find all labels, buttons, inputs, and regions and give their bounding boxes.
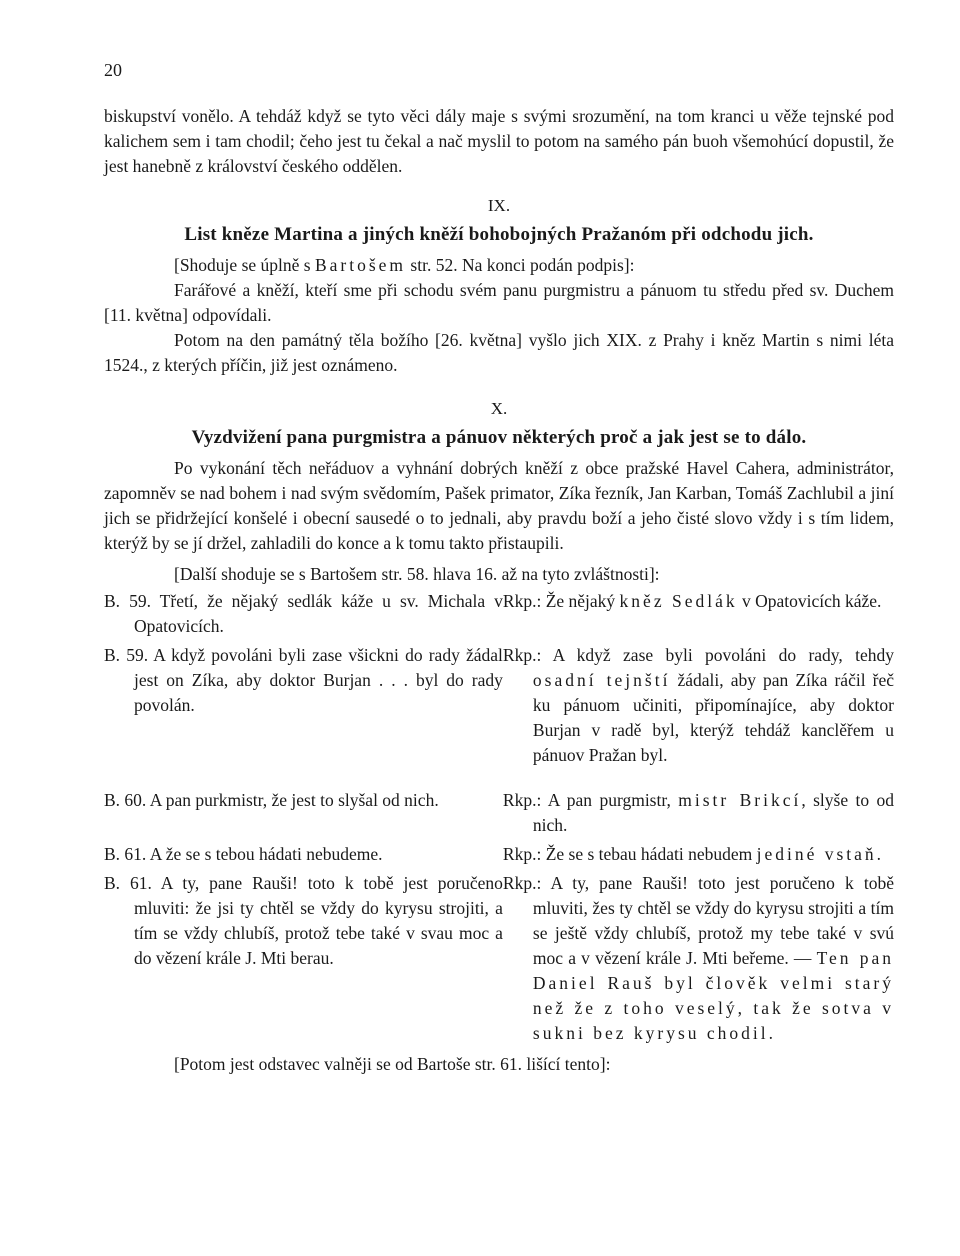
manuscript-entry	[503, 589, 894, 639]
page-number: 20	[104, 60, 122, 80]
page-body	[104, 104, 894, 1077]
manuscript-text: Rkp.: A pan purgmistr,	[502, 790, 679, 810]
manuscript-entry	[503, 643, 894, 768]
comparison-row	[104, 842, 894, 867]
bartos-entry: B. 59. A když povoláni byli zase všickni do rady žádal jest on Zíka, aby doktor Burjan . . . byl do rady povolán.	[104, 645, 503, 715]
section-ix-paragraph-1: Farářové a kněží, kteří sme při schodu svém panu purgmistru a pánuom tu středu před sv. Duchem [11. května] odpovídali.	[104, 280, 894, 325]
manuscript-text: Rkp.: A když zase byli povoláni do rady, tehdy	[502, 645, 894, 665]
section-ix-note	[104, 253, 894, 278]
note-text-end: str. 52. Na konci podán podpis]:	[406, 255, 635, 275]
manuscript-text-end: .	[768, 1023, 773, 1043]
bartos-entry: B. 59. Třetí, že nějaký sedlák káže u sv. Michala v Opatovicích.	[104, 591, 503, 636]
manuscript-text-end: v Opatovicích káže.	[737, 591, 882, 611]
comparison-row	[104, 643, 894, 768]
manuscript-spaced-text: osadní tejnští	[532, 670, 671, 690]
section-x-numeral: X.	[490, 399, 508, 418]
section-x-title: Vyzdvižení pana purgmistra a pánuov některých proč a jak jest se to dálo.	[191, 427, 807, 448]
manuscript-spaced-text: kněz Sedlák	[619, 591, 738, 611]
manuscript-entry	[503, 871, 894, 1046]
note-text-start: [Shoduje se úplně s	[174, 255, 315, 275]
manuscript-text-end: žádali, aby pan Zíka ráčil řeč ku pánuom učiniti, připomínajíce, aby doktor Burjan v radě byl, kterýž tehdáž kanclěřem u pánuov Pražan byl.	[532, 670, 894, 765]
manuscript-spaced-text: jediné vstaň	[756, 844, 877, 864]
manuscript-text-end: , slyše to od nich.	[532, 790, 895, 835]
section-ix-paragraph-2: Potom na den památný těla božího [26. května] vyšlo jich XIX. z Prahy i kněz Martin s nimi léta 1524., z kterých příčin, již jest oznámeno.	[104, 330, 894, 375]
bartos-entry: B. 61. A ty, pane Rauši! toto k tobě jest poručeno mluviti: že jsi ty chtěl se vždy do kyrysu strojiti, a tím se vždy chlubíš, protož tebe také v svau moc a do vězení krále J. Mti berau.	[104, 873, 503, 968]
manuscript-spaced-text: mistr Brikcí	[678, 790, 802, 810]
manuscript-entry	[503, 842, 894, 867]
bartos-entry: B. 60. A pan purkmistr, že jest to slyšal od nich.	[104, 790, 439, 810]
section-x-paragraph-1: Po vykonání těch neřáduov a vyhnání dobrých kněží z obce pražské Havel Cahera, administrátor, zapomněv se nad bohem i nad svým svědomím, Pašek primator, Zíka řezník, Jan Karban, Tomáš Zachlubil a jiní jich se přidržející konšelé i obecní sausedé o to jednali, aby pravdu boží a jeho čisté slovo vždy i s tím lidem, kterýž by se jí držel, zahladili do konce a k tomu takto přistaupili.	[104, 458, 894, 553]
manuscript-text-end: .	[876, 844, 882, 864]
manuscript-text: Rkp.: Že se s tebau hádati nebudem	[502, 844, 757, 864]
note-name-bartos: Bartošem	[314, 255, 407, 275]
manuscript-text: Rkp.: A ty, pane Rauši! toto jest poručeno k tobě mluviti, žes ty chtěl se vždy do kyrysu strojiti a tím se ještě vždy chlubíš, protož my tebe také v svú moc a v vězení krále J. Mti beřeme. —	[502, 873, 894, 968]
intro-paragraph: biskupství vonělo. A tehdáž když se tyto věci dály maje s svými srozumění, na tom kranci u věže tejnské pod kalichem sem i tam chodil; čeho jest tu čekal a nač myslil to potom na samého pán buoh všemohúcí dopustil, že jest hanebně z království českého oddělen.	[104, 106, 894, 176]
comparison-row	[104, 871, 894, 1046]
manuscript-entry	[503, 788, 894, 838]
section-x-note: [Další shoduje se s Bartošem str. 58. hlava 16. až na tyto zvláštnosti]:	[174, 564, 660, 584]
closing-note: [Potom jest odstavec valněji se od Bartoše str. 61. lišící tento]:	[174, 1054, 611, 1074]
section-ix-numeral: IX.	[487, 196, 511, 215]
comparison-row	[104, 788, 894, 838]
comparison-row	[104, 589, 894, 639]
bartos-entry: B. 61. A že se s tebou hádati nebudeme.	[104, 844, 383, 864]
manuscript-spaced-text: Ten pan Daniel Rauš byl člověk velmi starý než že z toho veselý, tak že sotva v sukni bez kyrysu chodil	[532, 948, 894, 1043]
comparison-columns	[104, 589, 894, 1046]
section-ix-title: List kněze Martina a jiných kněží bohobojných Pražanóm při odchodu jich.	[184, 224, 814, 245]
manuscript-text: Rkp.: Že nějaký	[502, 591, 620, 611]
